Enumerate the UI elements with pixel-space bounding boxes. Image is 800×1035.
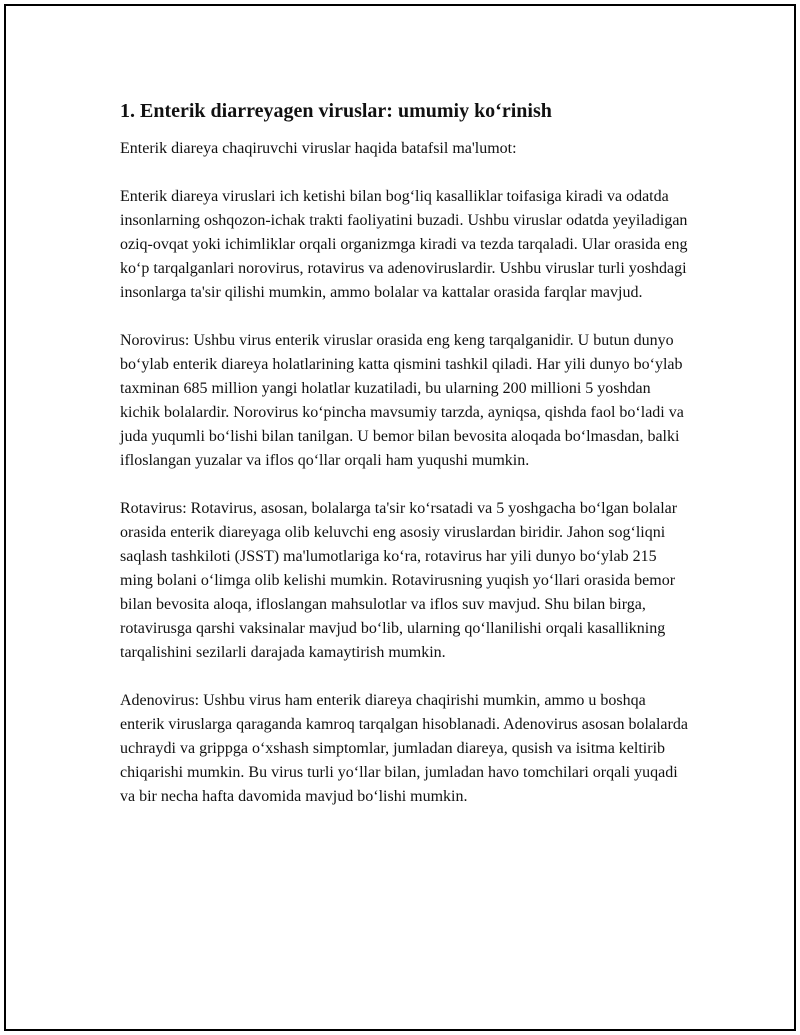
paragraph-rotavirus: Rotavirus: Rotavirus, asosan, bolalarga ta'sir ko‘rsatadi va 5 yoshgacha bo‘lgan bolalar orasida enterik diareyaga olib keluvchi eng asosiy viruslardan biridir. Jahon sog‘liqni saqlash tashkiloti (JSST) ma'lumotlariga ko‘ra, rotavirus har yili dunyo bo‘ylab 215 ming bolani o‘limga olib kelishi mumkin. Rotavirusning yuqish yo‘llari orasida bemor bilan bevosita aloqa, ifloslangan mahsulotlar va iflos suv mavjud. Shu bilan birga, rotavirusga qarshi vaksinalar mavjud bo‘lib, ularning qo‘llanilishi orqali kasallikning tarqalishini sezilarli darajada kamaytirish mumkin. — [120, 500, 678, 661]
paragraph-adenovirus: Adenovirus: Ushbu virus ham enterik diareya chaqirishi mumkin, ammo u boshqa enterik viruslarga qaraganda kamroq tarqalgan hisoblanadi. Adenovirus asosan bolalarda uchraydi va grippga o‘xshash simptomlar, jumladan diareya, qusish va isitma keltirib chiqarishi mumkin. Bu virus turli yo‘llar bilan, jumladan havo tomchilari orqali yuqadi va bir necha hafta davomida mavjud bo‘lishi mumkin. — [120, 692, 688, 805]
document-body — [120, 98, 690, 833]
paragraph-overview: Enterik diareya viruslari ich ketishi bilan bog‘liq kasalliklar toifasiga kiradi va odatda insonlarning oshqozon-ichak trakti faoliyatini buzadi. Ushbu viruslar odatda yeyiladigan oziq-ovqat yoki ichimliklar orqali organizmga kiradi va tezda tarqaladi. Ular orasida eng ko‘p tarqalganlari norovirus, rotavirus va adenoviruslardir. Ushbu viruslar turli yoshdagi insonlarga ta'sir qilishi mumkin, ammo bolalar va kattalar orasida farqlar mavjud. — [120, 188, 688, 301]
section-heading: 1. Enterik diarreyagen viruslar: umumiy ko‘rinish — [120, 100, 552, 122]
intro-paragraph: Enterik diareya chaqiruvchi viruslar haqida batafsil ma'lumot: — [120, 140, 517, 157]
page-border — [4, 4, 796, 1031]
paragraph-norovirus: Norovirus: Ushbu virus enterik viruslar orasida eng keng tarqalganidir. U butun dunyo bo‘ylab enterik diareya holatlarining katta qismini tashkil qiladi. Har yili dunyo bo‘ylab taxminan 685 million yangi holatlar kuzatiladi, bu ularning 200 millioni 5 yoshdan kichik bolalardir. Norovirus ko‘pincha mavsumiy tarzda, ayniqsa, qishda faol bo‘ladi va juda yuqumli bo‘lishi bilan tanilgan. U bemor bilan bevosita aloqada bo‘lmasdan, balki ifloslangan yuzalar va iflos qo‘llar orqali ham yuqushi mumkin. — [120, 332, 684, 469]
